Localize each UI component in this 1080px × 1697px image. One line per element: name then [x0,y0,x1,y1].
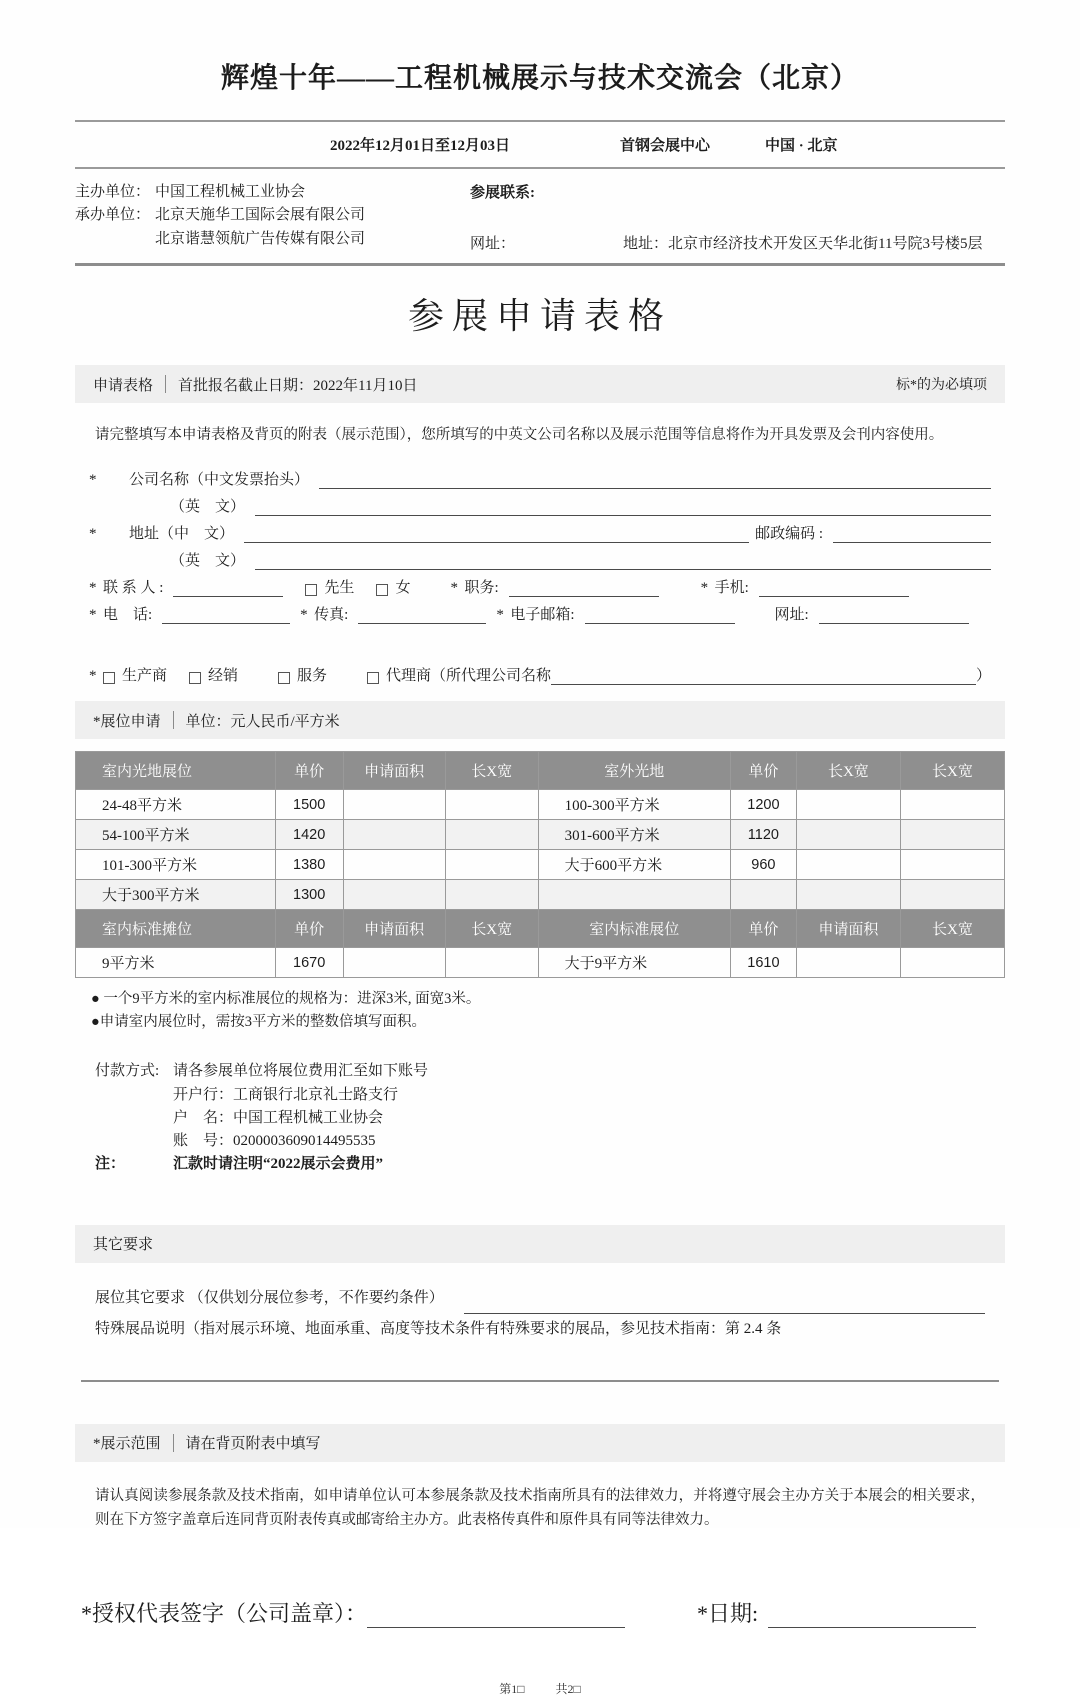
booth-table-cell: 960 [730,850,796,880]
booth-table-input-cell[interactable] [343,820,445,850]
booth-table-input-cell[interactable] [796,820,900,850]
booth-table-header-cell: 单价 [275,910,343,948]
booth-table-input-cell[interactable] [343,790,445,820]
company-name-en-input[interactable] [255,497,991,516]
booth-table-cell: 54-100平方米 [76,820,276,850]
booth-table-input-cell[interactable] [343,850,445,880]
required-note: 标*的为必填项 [896,378,987,393]
booth-table-body [76,752,1005,978]
company-type-row [89,658,991,685]
booth-table-input-cell[interactable] [900,880,1004,910]
address-en-row [89,543,991,570]
booth-table-input-cell[interactable] [796,790,900,820]
booth-table-cell: 1120 [730,820,796,850]
required-star: * [89,607,97,623]
type-service-label: 服务 [297,668,328,684]
booth-table-cell: 大于600平方米 [538,850,730,880]
booth-note-2: ●申请室内展位时，需按3平方米的整数倍填写面积。 [91,1014,427,1031]
mobile-input[interactable] [759,578,909,597]
booth-table-header-cell: 申请面积 [343,910,445,948]
address-en-input[interactable] [255,551,991,570]
address-en-label: （英 文） [170,553,246,569]
bar-divider [173,711,174,729]
booth-table-header-cell: 长X宽 [796,752,900,790]
bank-line: 开户行：工商银行北京礼士路支行 [173,1086,399,1103]
booth-table-header-cell: 单价 [730,752,796,790]
position-input[interactable] [509,578,659,597]
web-label: 网址: [774,607,809,623]
special-exhibit-label: 特殊展品说明（指对展示环境、地面承重、高度等技术条件有特殊要求的展品，参见技术指南：第 2.4 条 [95,1321,782,1338]
exhibit-scope-note: 请在背页附表中填写 [185,1436,321,1453]
checkbox-ms[interactable] [376,584,388,596]
booth-table-input-cell[interactable] [900,790,1004,820]
organizer-left [75,181,470,253]
checkbox-manufacturer[interactable] [103,672,115,684]
address-line: 地址：北京市经济技术开发区天华北街11号院3号楼5层 [623,236,983,252]
booth-table-header-row [76,910,1005,948]
required-star: * [89,526,97,542]
required-star: * [700,580,709,596]
company-name-en-label: （英 文） [170,499,246,515]
other-booth-requirement-row [95,1283,985,1315]
host-label: 主办单位： [75,184,151,200]
contact-person-label: 联 系 人 : [103,580,164,596]
booth-table-header-cell: 室内标准展位 [538,910,730,948]
phone-input[interactable] [162,605,290,624]
required-star: * [89,668,97,684]
fax-label: 传真: [314,607,349,623]
booth-table-header-cell: 长X宽 [445,752,538,790]
booth-table-input-cell[interactable] [343,948,445,978]
booth-table-cell: 1670 [275,948,343,978]
type-distributor-label: 经销 [208,668,239,684]
ms-label: 女 [395,580,411,596]
checkbox-distributor[interactable] [189,672,201,684]
payment-block [95,1060,1005,1176]
fax-input[interactable] [358,605,486,624]
required-star: * [300,607,308,623]
booth-table-cell: 101-300平方米 [76,850,276,880]
booth-table-row [76,948,1005,978]
exhibit-contact-label: 参展联系: [470,185,535,201]
application-form-label: 申请表格 [93,377,154,394]
booth-table-row [76,820,1005,850]
booth-table-header-cell: 长X宽 [445,910,538,948]
booth-table-cell: 24-48平方米 [76,790,276,820]
type-manufacturer-label: 生产商 [122,668,168,684]
booth-table-header-cell: 申请面积 [343,752,445,790]
email-input[interactable] [585,605,735,624]
booth-table-cell: 1610 [730,948,796,978]
booth-table-cell: 1300 [275,880,343,910]
co-organizer-name-2: 北京谐慧领航广告传媒有限公司 [155,230,366,247]
page-number: 第1□ [499,1681,525,1696]
booth-table-input-cell[interactable] [796,880,900,910]
booth-table-header-cell: 室内标准摊位 [76,910,276,948]
event-dates: 2022年12月01日至12月03日 [330,138,511,154]
co-organizer-label: 承办单位： [75,207,151,224]
booth-table-header-cell: 室内光地展位 [76,752,276,790]
booth-table-row [76,850,1005,880]
postcode-input[interactable] [833,524,991,543]
booth-table-input-cell[interactable] [796,850,900,880]
booth-table-header-cell: 单价 [730,910,796,948]
page-total: 共2□ [555,1681,581,1696]
booth-table [75,751,1005,978]
booth-table-row [76,880,1005,910]
booth-table-cell: 1200 [730,790,796,820]
checkbox-mr[interactable] [305,584,317,596]
booth-table-input-cell[interactable] [445,880,538,910]
company-name-en-row [89,489,991,516]
section-bar-other [75,1225,1005,1263]
booth-table-header-cell: 单价 [275,752,343,790]
payment-note-row [95,1153,1005,1176]
other-booth-requirement-label: 展位其它要求 （仅供划分展位参考，不作要约条件） [95,1289,444,1306]
required-star: * [496,607,504,623]
type-agent-label: 代理商（所代理公司名称 [386,668,552,684]
booth-application-label: *展位申请 [93,713,161,730]
event-location: 中国 · 北京 [765,138,838,154]
email-label: 电子邮箱: [510,607,575,623]
exhibit-scope-label: *展示范围 [93,1436,161,1453]
booth-table-row [76,790,1005,820]
booth-note-1: ● 一个9平方米的室内标准展位的规格为：进深3米, 面宽3米。 [91,991,481,1007]
other-requirements-label: 其它要求 [93,1237,154,1254]
intro-paragraph: 请完整填写本申请表格及背页的附表（展示范围），您所填写的中英文公司名称以及展示范围等信息将作为开具发票及会刊内容使用。 [95,427,944,443]
booth-table-header-cell: 长X宽 [900,910,1004,948]
legal-paragraph: 请认真阅读参展条款及技术指南，如申请单位认可本参展条款及技术指南所具有的法律效力，并将遵守展会主办方关于本展会的相关要求，则在下方签字盖章后连同背页附表传真或邮寄给主办方。此表格传真件和原件具有同等法律效力。 [95,1487,985,1529]
bar-divider [165,375,166,393]
booth-unit-label: 单位：元人民币/平方米 [185,713,340,730]
co-organizer-row [75,204,470,227]
agent-company-input[interactable] [551,666,976,685]
event-info-row [75,122,1005,167]
signature-row [81,1597,999,1628]
booth-table-header-cell: 申请面积 [796,910,900,948]
account-number-line: 账 号：0200003609014495535 [173,1133,376,1150]
checkbox-service[interactable] [278,672,290,684]
booth-table-input-cell[interactable] [445,790,538,820]
required-star: * [89,472,97,488]
required-star: * [450,580,458,596]
signature-label: *授权代表签字（公司盖章）： [81,1600,368,1626]
booth-table-input-cell[interactable] [900,948,1004,978]
host-row [75,181,470,204]
other-booth-requirement-input[interactable] [464,1295,985,1314]
booth-table-header-cell: 长X宽 [900,752,1004,790]
payment-method-text: 请各参展单位将展位费用汇至如下账号 [173,1063,429,1080]
booth-notes [91,988,989,1034]
address-cn-row [89,516,991,543]
booth-table-cell: 大于300平方米 [76,880,276,910]
section-bar-scope [75,1424,1005,1462]
website-label: 网址： [470,236,516,252]
phone-row [89,597,991,624]
note-label: 注： [95,1156,126,1173]
booth-table-cell [730,880,796,910]
event-venue: 首钢会展中心 [620,138,711,154]
page-footer [75,1680,1005,1697]
host-name: 中国工程机械工业协会 [155,184,306,200]
organizer-right [470,181,1005,253]
close-paren: ） [975,668,991,684]
booth-table-cell [538,880,730,910]
booth-table-cell: 1420 [275,820,343,850]
contact-person-row [89,570,991,597]
booth-table-cell: 9平方米 [76,948,276,978]
payment-method-row [95,1060,1005,1083]
account-name-line: 户 名：中国工程机械工业协会 [173,1109,384,1126]
bar-divider [173,1434,174,1452]
address-cn-label: 地址（中 文） [129,526,235,542]
note-text: 汇款时请注明“2022展示会费用” [173,1156,384,1173]
section-bar-booth [75,701,1005,739]
form-title: 参展申请表格 [407,296,672,336]
mobile-label: 手机: [714,580,749,596]
web-input[interactable] [819,605,969,624]
checkbox-agent[interactable] [367,672,379,684]
booth-table-cell: 1380 [275,850,343,880]
company-name-cn-input[interactable] [319,470,991,489]
special-exhibit-input[interactable] [81,1380,999,1382]
mr-label: 先生 [324,580,355,596]
date-input[interactable] [768,1602,976,1628]
company-name-cn-row [89,462,991,489]
postcode-label: 邮政编码 : [755,526,823,542]
booth-table-header-cell: 室外光地 [538,752,730,790]
booth-table-cell: 大于9平方米 [538,948,730,978]
booth-table-input-cell[interactable] [343,880,445,910]
booth-table-input-cell[interactable] [445,948,538,978]
payment-method-label: 付款方式: [95,1063,160,1080]
booth-table-input-cell[interactable] [796,948,900,978]
organizer-block [75,169,1005,263]
booth-table-cell: 301-600平方米 [538,820,730,850]
deadline-text: 首批报名截止日期：2022年11月10日 [178,377,418,394]
signature-input[interactable] [367,1602,625,1628]
booth-table-cell: 1500 [275,790,343,820]
booth-table-input-cell[interactable] [445,850,538,880]
divider-thick [75,263,1005,266]
company-name-cn-label: 公司名称（中文发票抬头） [129,472,310,488]
booth-table-input-cell[interactable] [900,850,1004,880]
booth-table-cell: 100-300平方米 [538,790,730,820]
other-requirements-block [95,1283,985,1346]
address-cn-input[interactable] [244,524,749,543]
page-title: 辉煌十年——工程机械展示与技术交流会（北京） [220,63,859,94]
date-label: *日期: [697,1600,759,1626]
phone-label: 电 话: [103,607,153,623]
website-address-row [470,232,1005,253]
co-organizer-name-1: 北京天施华工国际会展有限公司 [155,207,366,224]
booth-table-header-row [76,752,1005,790]
booth-table-input-cell[interactable] [900,820,1004,850]
section-bar-application [75,365,1005,403]
booth-table-input-cell[interactable] [445,820,538,850]
contact-person-input[interactable] [173,578,283,597]
position-label: 职务: [464,580,499,596]
required-star: * [89,580,97,596]
